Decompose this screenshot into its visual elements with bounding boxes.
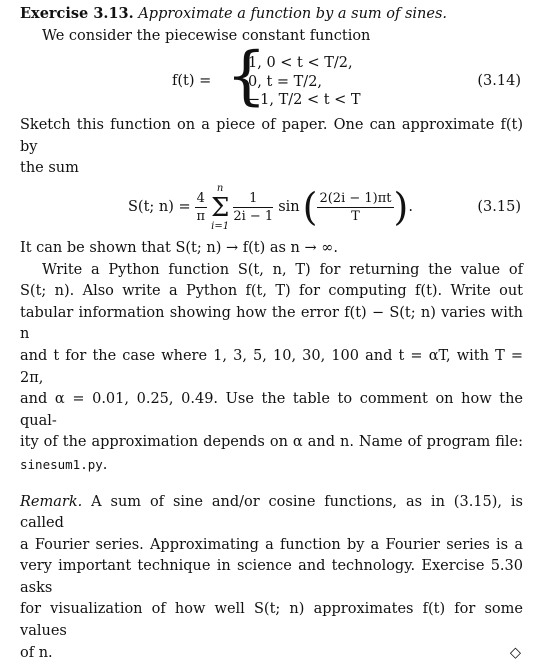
equation-3-15	[20, 180, 523, 238]
cases-list	[248, 54, 361, 110]
equation-number-3-15: (3.15)	[477, 198, 521, 215]
f-of-t-label: f(t) =	[172, 73, 212, 90]
program-file-name: sinesum1.py	[20, 456, 103, 472]
body-line-5: and α = 0.01, 0.25, 0.49. Use the table to comment on how the qual-	[20, 391, 523, 429]
left-brace: {	[226, 39, 267, 114]
remark-line-2: a Fourier series. Approximating a function by a Fourier series is a	[20, 536, 523, 553]
sketch-line-1: Sketch this function on a piece of paper. One can approximate f(t) by	[20, 117, 523, 155]
body-line-4: and t for the case where 1, 3, 5, 10, 30, 100 and t = αT, with T = 2π,	[20, 347, 523, 386]
left-paren: (	[302, 185, 318, 230]
body-line-2: S(t; n). Also write a Python f(t, T) for computing f(t). Write out	[20, 283, 523, 300]
equation-number-3-14: (3.14)	[477, 73, 521, 90]
four-over-pi: $\frac{4}{\pi}$	[196, 191, 206, 225]
body-line-3: tabular information showing how the error f(t) − S(t; n) varies with n	[20, 304, 523, 343]
equation-3-14	[20, 39, 523, 114]
case-1: 1, 0 < t < T/2,	[248, 55, 353, 72]
remark-label: Remark.	[20, 493, 83, 510]
exercise-header	[20, 3, 523, 26]
right-paren: )	[393, 185, 409, 230]
limit-statement: It can be shown that S(t; n) → f(t) as n → ∞.	[20, 239, 338, 256]
sketch-line-2: the sum	[20, 160, 79, 177]
summation-sign: n Σ i=1	[210, 182, 230, 232]
sin-label: sin	[278, 199, 300, 216]
case-2: 0, t = T/2,	[248, 73, 323, 90]
body-line-1: Write a Python function S(t, n, T) for returning the value of	[42, 261, 523, 278]
remark-line-1: Remark. A sum of sine and/or cosine functions, as in (3.15), is called	[20, 493, 523, 532]
exercise-intro: We consider the piecewise constant function	[42, 27, 371, 44]
program-file-line: sinesum1.py.	[20, 456, 108, 473]
exercise-title: Approximate a function by a sum of sines.	[138, 6, 448, 22]
sin-argument-fraction: $\frac{2(2i - 1)\pi t}{T}$	[319, 191, 392, 225]
remark-line-4: for visualization of how well S(t; n) approximates f(t) for some values	[20, 601, 523, 640]
case-3: −1, T/2 < t < T	[248, 92, 361, 109]
sum-lhs: S(t; n) =	[128, 199, 191, 216]
remark-line-5: of n. ◇	[20, 643, 523, 664]
one-over-2i-minus-1: $\frac{1}{2i - 1}$	[233, 191, 274, 225]
sum-period: .	[408, 199, 413, 216]
remark-line-3: very important technique in science and technology. Exercise 5.30 asks	[20, 558, 523, 596]
exercise-page	[20, 0, 523, 664]
body-line-6: ity of the approximation depends on α and n. Name of program file:	[20, 434, 523, 451]
exercise-heading: Exercise 3.13.	[20, 5, 134, 22]
end-of-exercise-icon: ◇	[509, 644, 521, 661]
